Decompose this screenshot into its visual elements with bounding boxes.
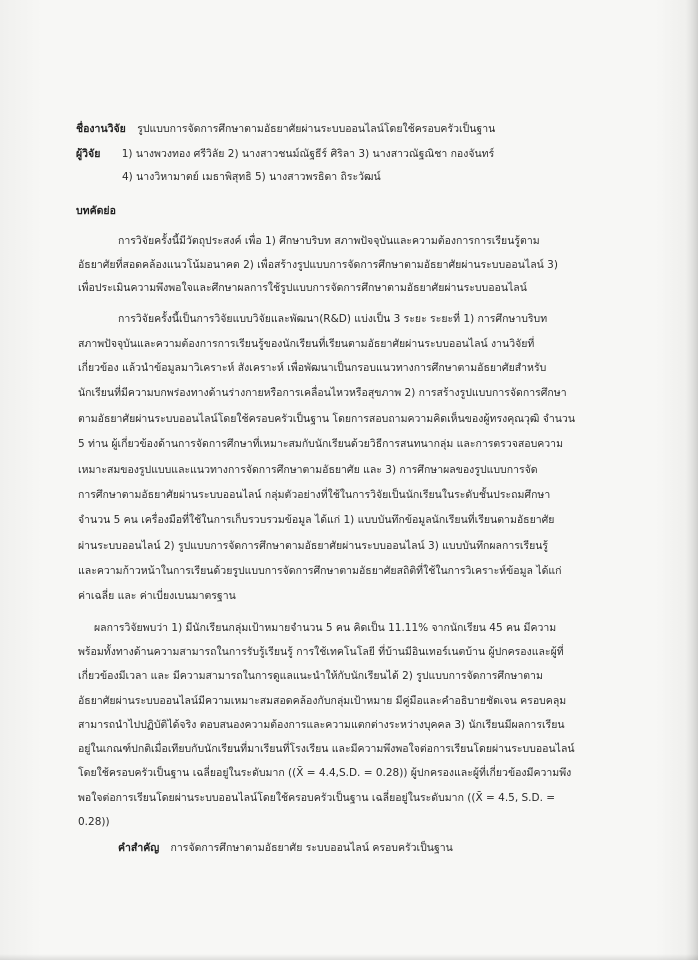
- abstract-line: 0.28)): [78, 816, 110, 828]
- abstract-line: พร้อมทั้งทางด้านความสามารถในการรับรู้เรียนรู้ การใช้เทคโนโลยี ที่บ้านมีอินเทอร์เนตบ้าน ผู้ปกครองและผู้ที่: [78, 646, 564, 658]
- researchers-line-2: 4) นางวิหามาตย์ เมธาพิสุทธิ 5) นางสาวพรธิดา ถิระวัฒน์: [122, 171, 381, 183]
- abstract-line: การวิจัยครั้งนี้มีวัตถุประสงค์ เพื่อ 1) ศึกษาบริบท สภาพปัจจุบันและความต้องการการเรียนรู้ตาม: [118, 235, 540, 247]
- abstract-line: อัธยาศัยที่สอดคล้องแนวโน้มอนาคต 2) เพื่อสร้างรูปแบบการจัดการศึกษาตามอัธยาศัยผ่านระบบออนไลน์ 3): [78, 259, 558, 271]
- abstract-line: ผ่านระบบออนไลน์ 2) รูปแบบการจัดการศึกษาตามอัธยาศัยผ่านระบบออนไลน์ 3) แบบบันทึกผลการเรียนรู้: [78, 540, 549, 552]
- abstract-line: เหมาะสมของรูปแบบและแนวทางการจัดการศึกษาตามอัธยาศัย และ 3) การศึกษาผลของรูปแบบการจัด: [78, 464, 538, 476]
- abstract-line: โดยใช้ครอบครัวเป็นฐาน เฉลี่ยอยู่ในระดับมาก ((X̄ = 4.4,S.D. = 0.28)) ผู้ปกครองและผู้ที่เกี่ยวข้องมีความพึง: [78, 767, 572, 779]
- abstract-line: เกี่ยวข้องมีเวลา และ มีความสามารถในการดูแลแนะนำให้กับนักเรียนได้ 2) รูปแบบการจัดการศึกษาตาม: [78, 670, 543, 682]
- abstract-line: ผลการวิจัยพบว่า 1) มีนักเรียนกลุ่มเป้าหมายจำนวน 5 คน คิดเป็น 11.11% จากนักเรียน 45 คน มีความ: [94, 622, 557, 634]
- keywords-text: การจัดการศึกษาตามอัธยาศัย ระบบออนไลน์ ครอบครัวเป็นฐาน: [170, 842, 453, 854]
- abstract-line: เพื่อประเมินความพึงพอใจและศึกษาผลการใช้รูปแบบการจัดการศึกษาตามอัธยาศัยผ่านระบบออนไลน์: [78, 282, 527, 294]
- abstract-line: การวิจัยครั้งนี้เป็นการวิจัยแบบวิจัยและพัฒนา(R&D) แบ่งเป็น 3 ระยะ ระยะที่ 1) การศึกษาบริบท: [118, 313, 548, 325]
- keywords-row: [118, 841, 453, 855]
- abstract-line: พอใจต่อการเรียนโดยผ่านระบบออนไลน์โดยใช้ครอบครัวเป็นฐาน เฉลี่ยอยู่ในระดับมาก ((X̄ = 4.5, S.D. =: [78, 792, 556, 804]
- abstract-line: และความก้าวหน้าในการเรียนด้วยรูปแบบการจัดการศึกษาตามอัธยาศัยสถิติที่ใช้ในการวิเคราะห์ข้อมูล ได้แก่: [78, 565, 562, 577]
- researchers-line-1: 1) นางพวงทอง ศรีวิลัย 2) นางสาวชนม์ณัฐธีร์ ศิริลา 3) นางสาวณัฐณิชา กองจันทร์: [121, 148, 495, 160]
- abstract-line: สามารถนำไปปฏิบัติได้จริง ตอบสนองความต้องการและความแตกต่างระหว่างบุคคล 3) นักเรียนมีผลการเรียน: [78, 719, 565, 731]
- abstract-heading: บทคัดย่อ: [76, 205, 116, 217]
- research-title-row: [76, 122, 495, 136]
- abstract-line: นักเรียนที่มีความบกพร่องทางด้านร่างกายหรือการเคลื่อนไหวหรือสุขภาพ 2) การสร้างรูปแบบการจัดการศึกษา: [78, 387, 567, 399]
- keywords-label: คำสำคัญ: [118, 842, 160, 854]
- abstract-line: การศึกษาตามอัธยาศัยผ่านระบบออนไลน์ กลุ่มตัวอย่างที่ใช้ในการวิจัยเป็นนักเรียนในระดับชั้นประถมศึกษา: [78, 489, 551, 501]
- abstract-line: 5 ท่าน ผู้เกี่ยวข้องด้านการจัดการศึกษาที่เหมาะสมกับนักเรียนด้วยวิธีการสนทนากลุ่ม และการตรวจสอบความ: [78, 438, 563, 450]
- page-edge-shadow: [686, 0, 698, 960]
- abstract-line: อยู่ในเกณฑ์ปกติเมื่อเทียบกับนักเรียนที่มาเรียนที่โรงเรียน และมีความพึงพอใจต่อการเรียนโดยผ่านระบบออนไลน์: [78, 743, 575, 755]
- researchers-label: ผู้วิจัย: [76, 148, 101, 160]
- abstract-line: จำนวน 5 คน เครื่องมือที่ใช้ในการเก็บรวบรวมข้อมูล ได้แก่ 1) แบบบันทึกข้อมูลนักเรียนที่เรียนตามอัธยาศัย: [78, 514, 555, 526]
- abstract-line: ตามอัธยาศัยผ่านระบบออนไลน์โดยใช้ครอบครัวเป็นฐาน โดยการสอบถามความคิดเห็นของผู้ทรงคุณวุฒิ จำนวน: [78, 413, 575, 425]
- research-title-label: ชื่องานวิจัย: [76, 123, 126, 135]
- page-bottom-shadow: [0, 954, 698, 960]
- abstract-line: เกี่ยวข้อง แล้วนำข้อมูลมาวิเคราะห์ สังเคราะห์ เพื่อพัฒนาเป็นกรอบแนวทางการศึกษาตามอัธยาศัยสำหรับ: [78, 362, 547, 374]
- research-title-text: รูปแบบการจัดการศึกษาตามอัธยาศัยผ่านระบบออนไลน์โดยใช้ครอบครัวเป็นฐาน: [137, 123, 496, 135]
- abstract-line: ค่าเฉลี่ย และ ค่าเบี่ยงเบนมาตรฐาน: [78, 590, 236, 602]
- abstract-line: อัธยาศัยผ่านระบบออนไลน์มีความเหมาะสมสอดคล้องกับกลุ่มเป้าหมาย มีคู่มือและคำอธิบายชัดเจน ครอบคลุม: [78, 695, 567, 707]
- researchers-row-1: [76, 147, 494, 161]
- abstract-line: สภาพปัจจุบันและความต้องการการเรียนรู้ของนักเรียนที่เรียนตามอัธยาศัยผ่านระบบออนไลน์ งานวิจัยที่: [78, 338, 535, 350]
